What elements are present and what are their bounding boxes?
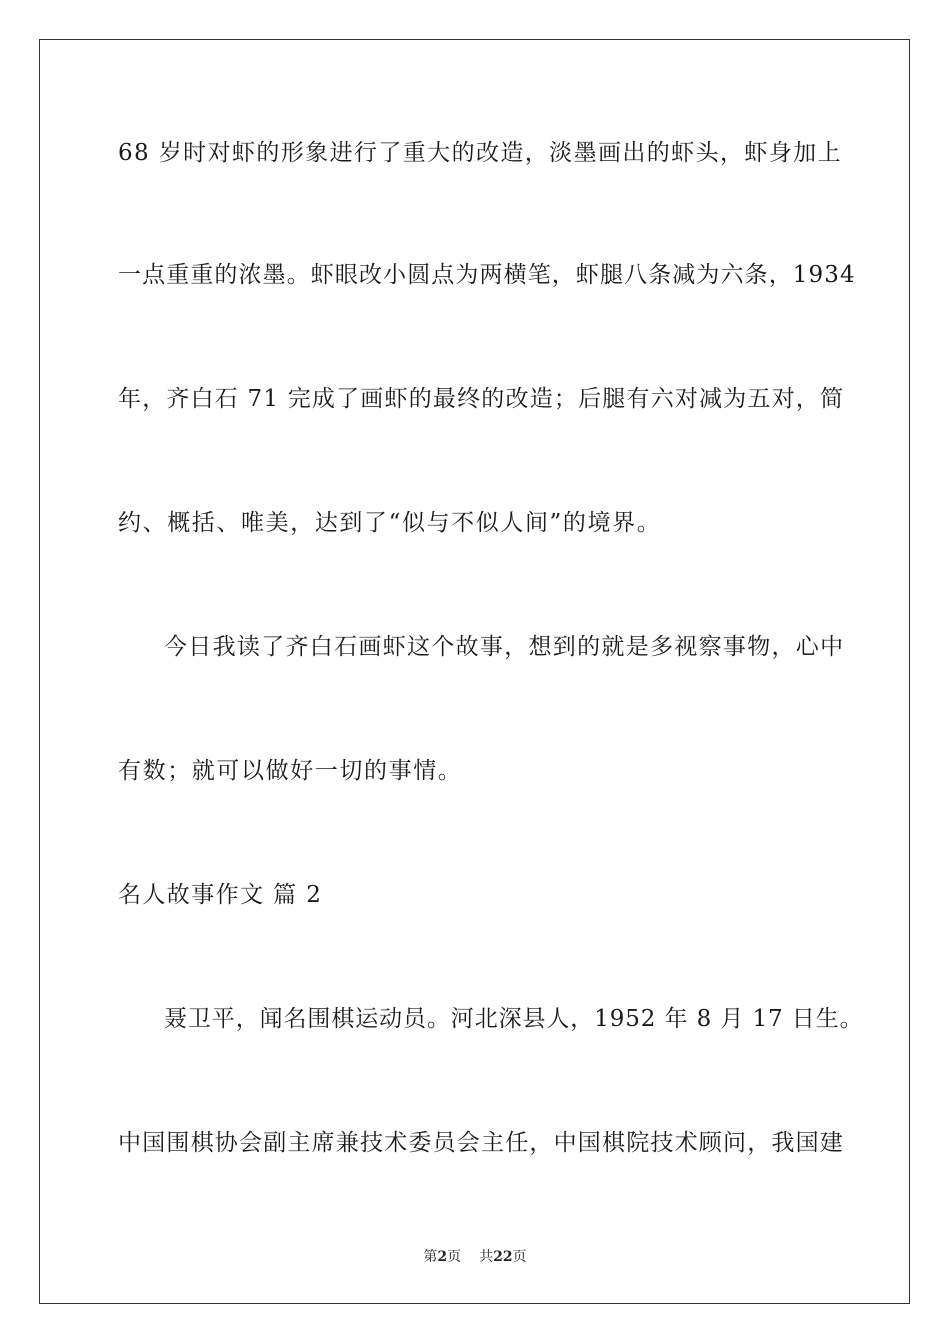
page-footer: [0, 1248, 950, 1266]
current-page-number: 2: [437, 1249, 448, 1265]
page-number-suffix: 页: [447, 1249, 462, 1265]
page-number-prefix: 第: [423, 1249, 438, 1265]
body-text-line: 中国围棋协会副主席兼技术委员会主任，中国棋院技术顾问，我国建: [118, 1130, 844, 1156]
total-pages-suffix: 页: [512, 1249, 527, 1265]
body-text-line: 68 岁时对虾的形象进行了重大的改造，淡墨画出的虾头，虾身加上: [118, 140, 842, 166]
paragraph-first-line: 聂卫平，闻名围棋运动员。河北深县人，1952 年 8 月 17 日生。: [164, 1006, 864, 1032]
page-border: [39, 39, 910, 1304]
section-heading: 名人故事作文 篇 2: [118, 882, 323, 908]
paragraph-first-line: 今日我读了齐白石画虾这个故事，想到的就是多视察事物，心中: [164, 634, 845, 660]
total-page-count: 22: [493, 1249, 513, 1265]
body-text-line: 约、概括、唯美，达到了“似与不似人间”的境界。: [118, 510, 662, 536]
total-pages-prefix: 共: [479, 1249, 494, 1265]
body-text-line: 一点重重的浓墨。虾眼改小圆点为两横笔，虾腿八条减为六条，1934: [118, 262, 856, 288]
body-text-line: 有数；就可以做好一切的事情。: [118, 758, 463, 784]
body-text-line: 年，齐白石 71 完成了画虾的最终的改造；后腿有六对减为五对，简: [118, 386, 845, 412]
